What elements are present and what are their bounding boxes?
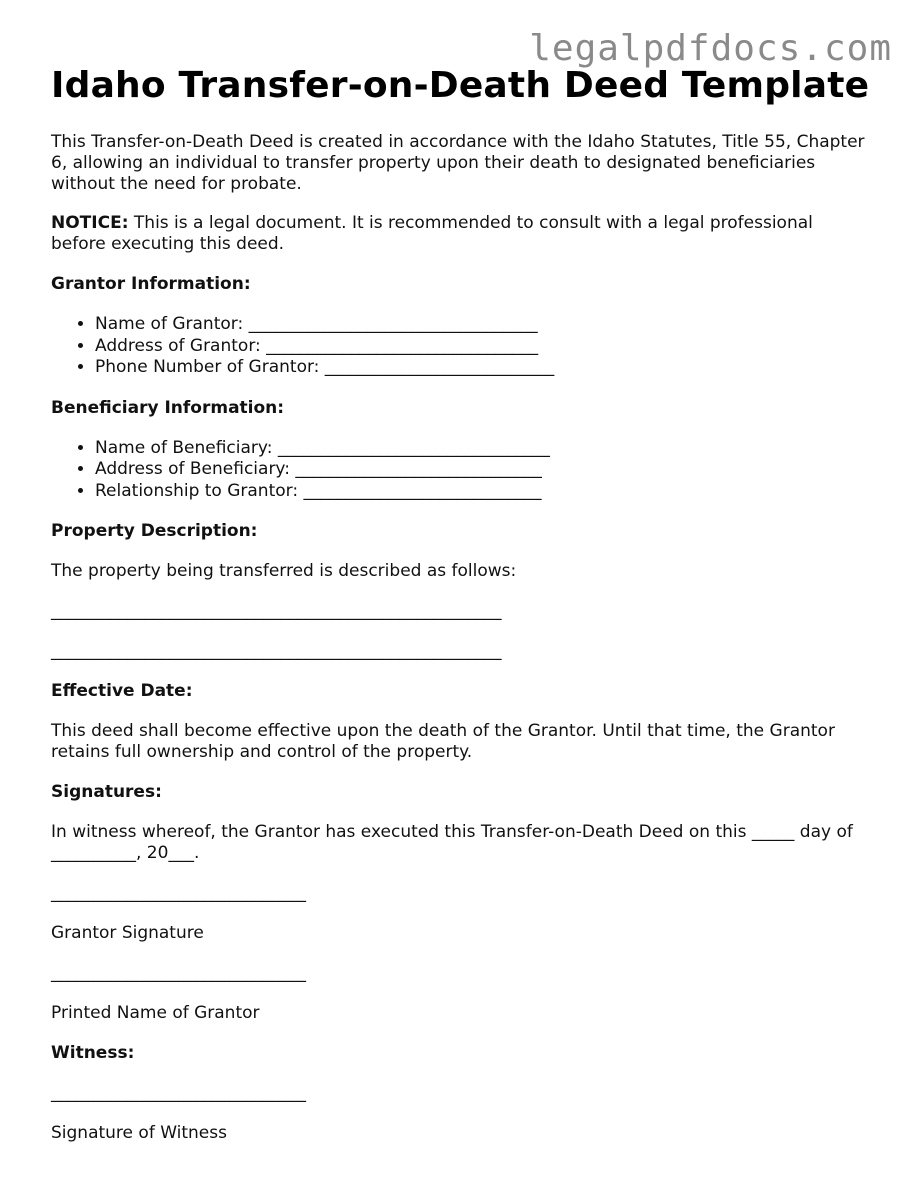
property-line-1[interactable]: _____________________________________________________ [51,601,502,621]
beneficiary-name-field[interactable]: • Name of Beneficiary: ________________________________ [95,438,871,460]
grantor-heading: Grantor Information: [51,274,251,294]
printed-name-line[interactable]: ______________________________ [51,963,306,983]
effective-date-text: This deed shall become effective upon the death of the Grantor. Until that time, the Grantor retains full ownership and control of the property. [51,721,835,762]
grantor-address-field[interactable]: • Address of Grantor: ________________________________ [95,336,871,358]
property-line-2[interactable]: _____________________________________________________ [51,641,502,661]
document-body [51,64,871,1144]
notice-text: This is a legal document. It is recommended to consult with a legal professional before executing this deed. [51,213,813,254]
intro-paragraph: This Transfer-on-Death Deed is created in accordance with the Idaho Statutes, Title 55, Chapter 6, allowing an individual to transfer property upon their death to designated beneficiaries without the need for probate. [51,132,865,194]
grantor-signature-line[interactable]: ______________________________ [51,883,306,903]
watermark: legalpdfdocs.com [529,28,892,69]
grantor-name-field[interactable]: • Name of Grantor: __________________________________ [95,314,871,336]
notice-label: NOTICE: [51,213,129,233]
property-text: The property being transferred is described as follows: [51,561,517,581]
grantor-signature-label: Grantor Signature [51,923,204,943]
beneficiary-relationship-field[interactable]: • Relationship to Grantor: ____________________________ [95,481,871,503]
property-heading: Property Description: [51,521,258,541]
beneficiary-list [51,438,871,503]
beneficiary-heading: Beneficiary Information: [51,397,285,418]
effective-date-heading: Effective Date: [51,681,193,701]
signatures-heading: Signatures: [51,782,162,802]
grantor-list [51,314,871,379]
grantor-phone-field[interactable]: • Phone Number of Grantor: ___________________________ [95,357,871,379]
witness-statement[interactable]: In witness whereof, the Grantor has executed this Transfer-on-Death Deed on this _____ day of __________, 20___. [51,822,853,863]
beneficiary-address-field[interactable]: • Address of Beneficiary: _____________________________ [95,459,871,481]
notice-paragraph [51,213,871,255]
witness-heading: Witness: [51,1043,135,1063]
witness-signature-label: Signature of Witness [51,1123,227,1143]
printed-name-label: Printed Name of Grantor [51,1003,260,1023]
witness-signature-line[interactable]: ______________________________ [51,1083,306,1103]
page-title: Idaho Transfer-on-Death Deed Template [51,65,870,106]
